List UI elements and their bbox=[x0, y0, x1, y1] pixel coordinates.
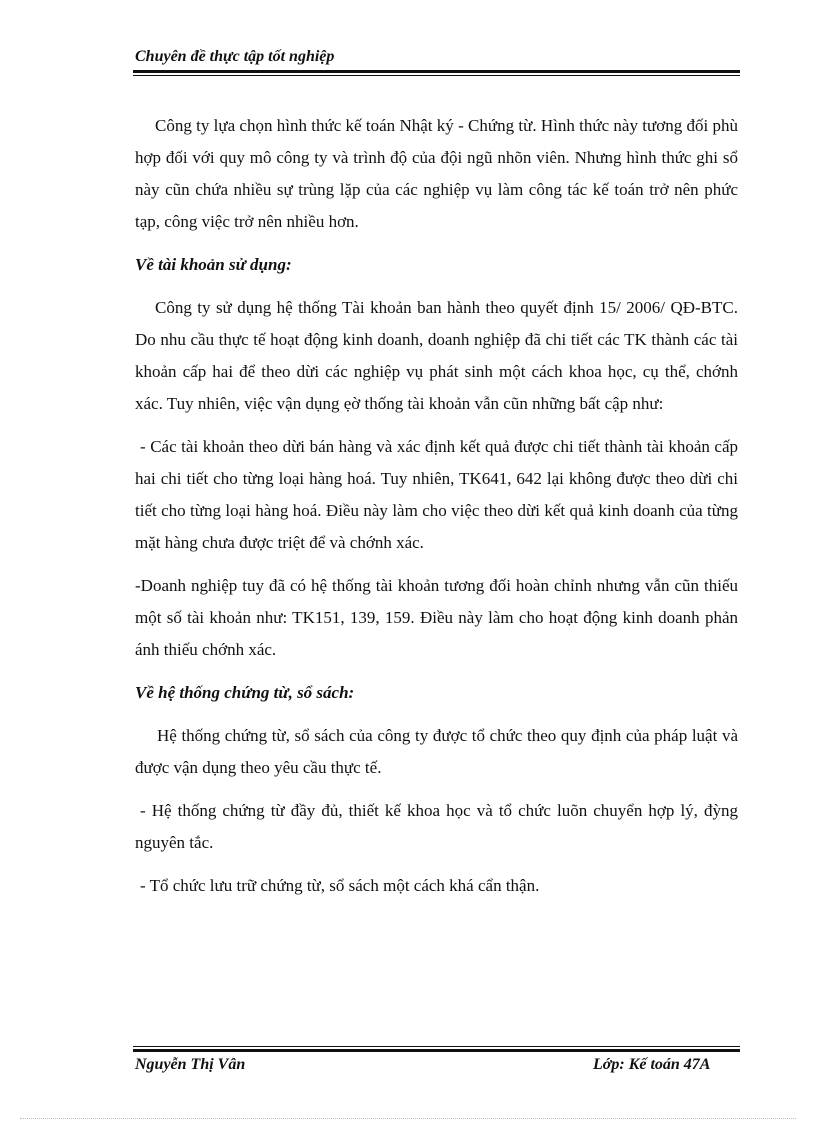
header-title: Chuyên đề thực tập tốt nghiệp bbox=[135, 48, 335, 65]
footer-author: Nguyễn Thị Vân bbox=[135, 1056, 246, 1073]
footer-class: Lớp: Kế toán 47A bbox=[593, 1056, 711, 1073]
paragraph-voucher-system: Hệ thống chứng từ, sổ sách của công ty được tổ chức theo quy định của pháp luật và được vận dụng theo yêu cầu thực tế. bbox=[135, 726, 738, 777]
header-rule-thin bbox=[133, 75, 740, 76]
paragraph-voucher-storage: - Tổ chức lưu trữ chứng từ, sổ sách một cách khá cẩn thận. bbox=[140, 876, 540, 895]
paragraph-account-system: Công ty sử dụng hệ thống Tài khoản ban hành theo quyết định 15/ 2006/ QĐ-BTC. Do nhu cầu thực tế hoạt động kinh doanh, doanh nghiệp đã chi tiết các TK thành các tài khoản cấp hai để theo dừi các nghiệp vụ phát sinh một cách khoa học, cụ thể, chớnh xác. Tuy nhiên, việc vận dụng ẹờ thống tài khoản vẫn cũn những bất cập như: bbox=[135, 298, 738, 413]
heading-vouchers: Về hệ thống chứng từ, sổ sách: bbox=[135, 683, 355, 702]
heading-accounts: Về tài khoản sử dụng: bbox=[135, 255, 292, 274]
page-bottom-edge bbox=[20, 1118, 796, 1119]
document-body bbox=[135, 110, 738, 913]
paragraph-accounting-form: Công ty lựa chọn hình thức kế toán Nhật ký - Chứng từ. Hình thức này tương đối phù hợp đối với quy mô công ty và trình độ của đội ngũ nhõn viên. Nhưng hình thức ghi sổ này cũn chứa nhiều sự trùng lặp của các nghiệp vụ làm công tác kế toán trở nên phức tạp, công việc trở nên nhiều hơn. bbox=[135, 116, 738, 231]
paragraph-voucher-design: - Hệ thống chứng từ đầy đủ, thiết kế khoa học và tổ chức luõn chuyển hợp lý, đỳng nguyên tắc. bbox=[135, 801, 738, 852]
paragraph-sales-accounts: - Các tài khoản theo dừi bán hàng và xác định kết quả được chi tiết thành tài khoản cấp hai chi tiết cho từng loại hàng hoá. Tuy nhiên, TK641, 642 lại không được theo dừi chi tiết cho từng loại hàng hoá. Điều này làm cho việc theo dừi kết quả kinh doanh của từng mặt hàng chưa được triệt để và chớnh xác. bbox=[135, 437, 738, 552]
footer-rule-thick bbox=[133, 1049, 740, 1052]
footer-rule-thin bbox=[133, 1046, 740, 1047]
paragraph-missing-accounts: -Doanh nghiệp tuy đã có hệ thống tài khoản tương đối hoàn chỉnh nhưng vẫn cũn thiếu một số tài khoản như: TK151, 139, 159. Điều này làm cho hoạt động kinh doanh phản ánh thiếu chớnh xác. bbox=[135, 576, 738, 659]
header-rule-thick bbox=[133, 70, 740, 73]
